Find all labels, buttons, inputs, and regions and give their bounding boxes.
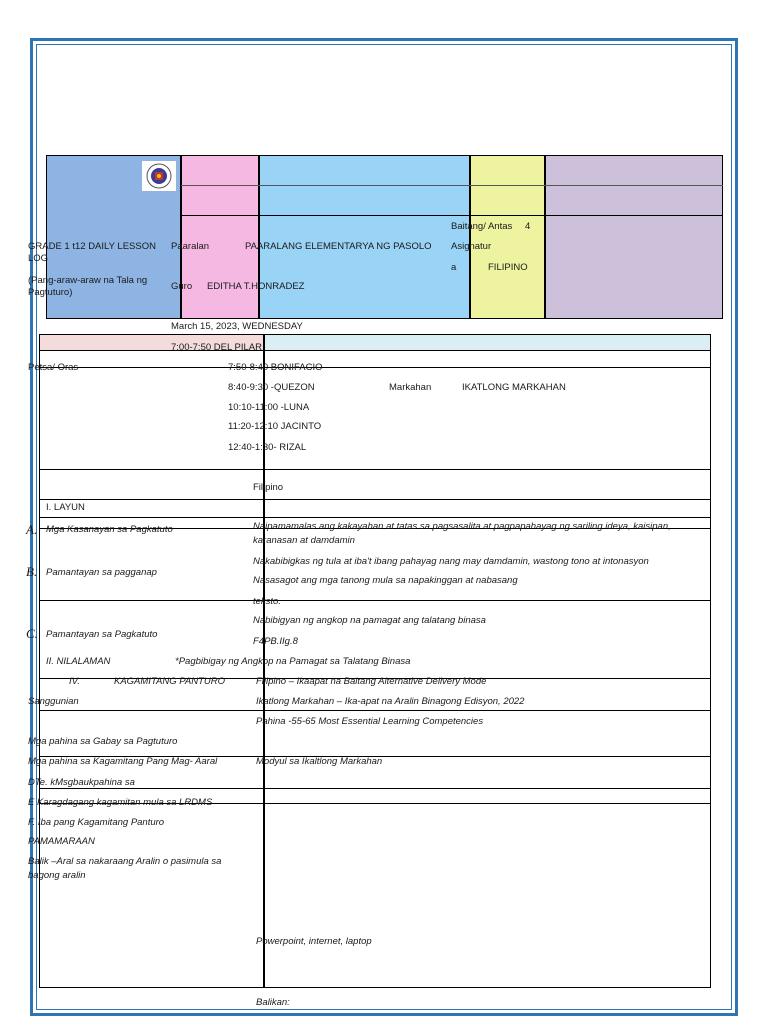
time-0: 7:00-7:50 DEL PILAR bbox=[171, 342, 263, 353]
time-1: 7:50-8:40 BONIFACIO bbox=[228, 362, 323, 373]
title-line-1: GRADE 1 t12 DAILY LESSON bbox=[28, 241, 156, 252]
sanggunian-1: Filipino – Ikaapat na Baitang Alternative Delivery Mode bbox=[256, 676, 487, 687]
markahan-value: IKATLONG MARKAHAN bbox=[462, 382, 566, 393]
markahan-label: Markahan bbox=[389, 382, 432, 393]
layunin-b-label: Pamantayan sa pagganap bbox=[46, 567, 157, 578]
pamamaraan-label: PAMAMARAAN bbox=[28, 836, 95, 847]
sanggunian-label: Sanggunian bbox=[28, 696, 79, 707]
header-divider-1 bbox=[181, 185, 723, 186]
header-lavender-block bbox=[545, 155, 723, 319]
kagamitan-label: KAGAMITANG PANTURO bbox=[114, 676, 226, 687]
header-lightblue-block bbox=[259, 155, 470, 319]
rule-7 bbox=[39, 600, 711, 601]
time-4: 11:20-12:10 JACINTO bbox=[228, 421, 322, 432]
time-5: 12:40-1:30- RIZAL bbox=[228, 442, 307, 453]
nilalaman-text: *Pagbibigay ng Angkop na Pamagat sa Talatang Binasa bbox=[175, 656, 411, 667]
rule-5 bbox=[39, 517, 711, 518]
layunin-a-text-2: karanasan at damdamin bbox=[253, 535, 355, 546]
asignatura-label-1: Asignatur bbox=[451, 241, 492, 252]
gabay-label: Mga pahina sa Gabay sa Pagtuturo bbox=[28, 736, 178, 747]
layunin-c-text-2: F4PB.IIg.8 bbox=[253, 636, 298, 647]
layunin-a-label: Mga Kasanayan sa Pagkatuto bbox=[46, 524, 173, 535]
layunin-heading: I. LAYUN bbox=[46, 502, 85, 513]
layunin-b-text-1: Nakabibigkas ng tula at iba't ibang pahayag nang may damdamin, wastong tono at intonasyon bbox=[253, 556, 649, 567]
asignatura-value: FILIPINO bbox=[488, 262, 528, 273]
balik-label-1: Balik –Aral sa nakaraang Aralin o pasimula sa bbox=[28, 856, 222, 867]
kagamitan-num: IV. bbox=[69, 676, 80, 687]
header-yellow-block bbox=[470, 155, 545, 319]
rule-4 bbox=[39, 499, 711, 500]
layunin-a-text-1: Naipamamalas ang kakayahan at tatas sa pagsasalita at pagpapahayag ng sariling ideya, kaisipan, bbox=[253, 521, 671, 532]
layunin-b-text-3: teksto. bbox=[253, 596, 281, 607]
time-2: 8:40-9:30 -QUEZON bbox=[228, 382, 315, 393]
rule-2 bbox=[39, 367, 711, 368]
header-pink-block bbox=[181, 155, 259, 319]
sanggunian-2: Ikatlong Markahan – Ika-apat na Aralin Binagong Edisyon, 2022 bbox=[256, 696, 525, 707]
subtitle: (Pang-araw-araw na Tala ng Pagtuturo) bbox=[28, 275, 148, 298]
baitang-value: 4 bbox=[525, 221, 531, 232]
paaralan-label: Paaralan bbox=[171, 241, 210, 252]
petsa-label: Petsa/ Oras bbox=[28, 362, 79, 373]
rule-11 bbox=[39, 788, 711, 789]
letter-c: C. bbox=[26, 626, 38, 641]
deped-seal-icon bbox=[142, 161, 176, 191]
iba-value: Powerpoint, internet, laptop bbox=[256, 936, 372, 947]
subject: Filipino bbox=[253, 482, 284, 493]
header-divider-2 bbox=[181, 215, 723, 216]
kagamitan-mag-aaral-value: Modyul sa Ikaltlong Markahan bbox=[256, 756, 383, 767]
asignatura-label-2: a bbox=[451, 262, 457, 273]
teksbuk-label: DTe. kMsgbaukpahina sa bbox=[28, 777, 135, 788]
title-line-2: LOG bbox=[28, 253, 49, 264]
rule-9 bbox=[39, 710, 711, 711]
iba-label: F. Iba pang Kagamitang Panturo bbox=[28, 817, 165, 828]
rule-1 bbox=[39, 350, 711, 351]
time-3: 10:10-11:00 -LUNA bbox=[228, 402, 310, 413]
sanggunian-3: Pahina -55-65 Most Essential Learning Competencies bbox=[256, 716, 484, 727]
guro-label: Guro bbox=[171, 281, 193, 292]
balik-label-2: bagong aralin bbox=[28, 870, 86, 881]
balikan-label: Balikan: bbox=[256, 997, 290, 1008]
letter-a: A. bbox=[26, 522, 38, 537]
date-text: March 15, 2023, WEDNESDAY bbox=[171, 321, 303, 332]
kagamitan-mag-aaral-label: Mga pahina sa Kagamitang Pang Mag- Aaral bbox=[28, 756, 218, 767]
guro-value: EDITHA T.HONRADEZ bbox=[207, 281, 305, 292]
nilalaman-label: II. NILALAMAN bbox=[46, 656, 111, 667]
layunin-c-text-1: Nabibigyan ng angkop na pamagat ang talatang binasa bbox=[253, 615, 486, 626]
lrdms-label: E Karagdagang kagamitan mula sa LRDMS bbox=[28, 797, 213, 808]
paaralan-value: PAARALANG ELEMENTARYA NG PASOLO bbox=[245, 241, 432, 252]
rule-3 bbox=[39, 469, 711, 470]
baitang-label: Baitang/ Antas bbox=[451, 221, 513, 232]
layunin-b-text-2: Nasasagot ang mga tanong mula sa napakinggan at nabasang bbox=[253, 575, 518, 586]
letter-b: B. bbox=[26, 564, 38, 579]
layunin-c-label: Pamantayan sa Pagkatuto bbox=[46, 629, 158, 640]
